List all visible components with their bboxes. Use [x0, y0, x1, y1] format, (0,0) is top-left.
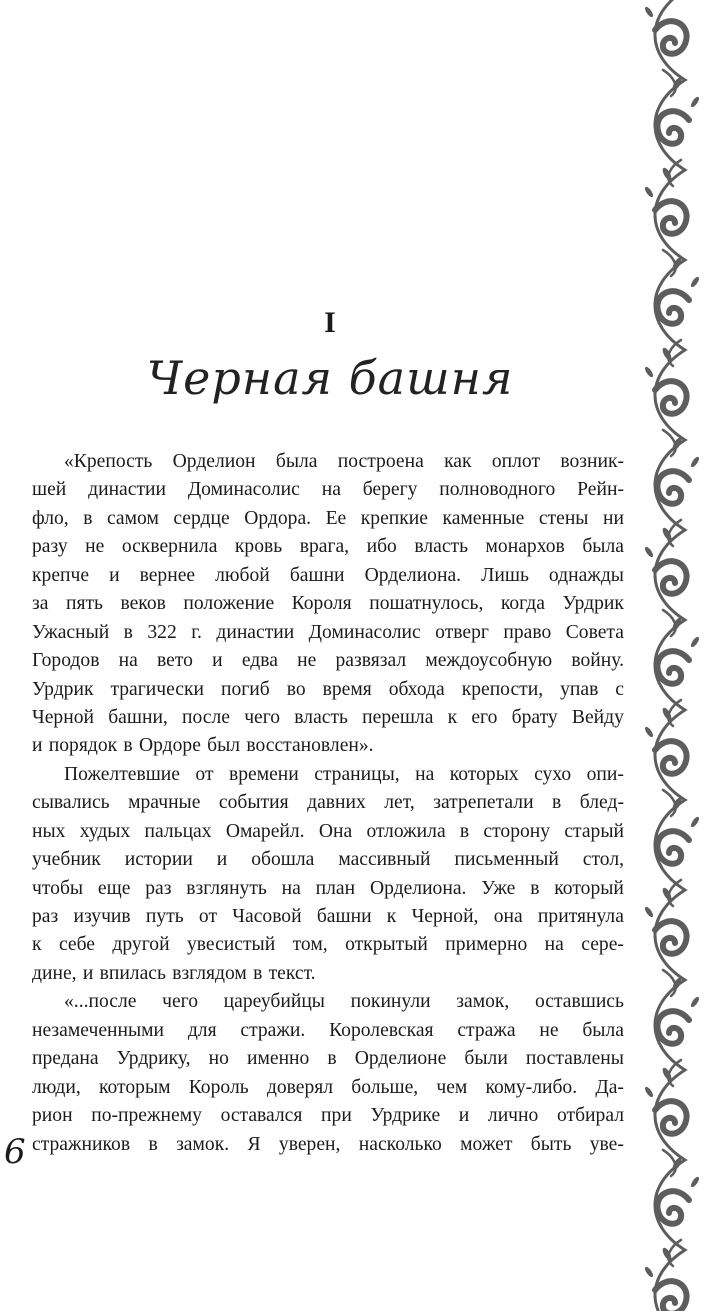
text-line: шей династии Доминасолис на берегу полноводного Рейн- [32, 479, 624, 501]
text-line: «...после чего цареубийцы покинули замок, оставшись [64, 991, 624, 1013]
text-line: крепче и вернее любой башни Орделиона. Лишь однажды [32, 564, 624, 586]
page-number: 6 [4, 1132, 26, 1172]
chapter-body-text [32, 448, 624, 1159]
text-line: и порядок в Ордоре был восстановлен». [32, 735, 374, 757]
text-line: «Крепость Орделион была построена как оплот возник- [64, 451, 624, 472]
text-line: ных худых пальцах Омарейл. Она отложила в сторону старый [32, 820, 624, 842]
text-line: фло, в самом сердце Ордора. Ее крепкие каменные стены ни [32, 507, 624, 529]
text-line: учебник истории и обошла массивный письменный стол, [32, 849, 624, 871]
text-line: раз изучив путь от Часовой башни к Черной, она притянула [32, 906, 624, 927]
text-line: предана Урдрику, но именно в Орделионе были поставлены [32, 1048, 624, 1070]
text-line: сывались мрачные события давних лет, затрепетали в блед- [32, 792, 624, 814]
chapter-title: Черная башня [146, 351, 514, 405]
decorative-ornament-border [625, 0, 721, 1311]
text-line: к себе другой увесистый том, открытый примерно на сере- [32, 934, 624, 956]
text-line: дине, и впилась взглядом в текст. [32, 962, 316, 984]
text-line: люди, которым Король доверял больше, чем кому-либо. Да- [32, 1076, 624, 1098]
text-line: незамеченными для стражи. Королевская стража не была [32, 1019, 624, 1041]
text-line: разу не осквернила кровь врага, ибо власть монархов была [32, 536, 624, 558]
text-line: рион по-прежнему оставался при Урдрике и лично отбирал [32, 1105, 624, 1127]
text-line: чтобы еще раз взглянуть на план Орделиона. Уже в который [32, 877, 624, 899]
chapter-number: I [324, 306, 336, 339]
text-line: за пять веков положение Короля пошатнулось, когда Урдрик [32, 593, 624, 615]
text-line: стражников в замок. Я уверен, насколько может быть уве- [32, 1133, 624, 1155]
text-line: Черной башни, после чего власть перешла к его брату Вейду [32, 706, 624, 728]
text-line: Пожелтевшие от времени страницы, на которых сухо опи- [64, 763, 624, 785]
text-line: Урдрик трагически погиб во время обхода крепости, упав с [32, 678, 624, 700]
text-line: Городов на вето и едва не развязал междоусобную войну. [32, 650, 624, 672]
text-line: Ужасный в 322 г. династии Доминасолис отверг право Совета [32, 621, 624, 643]
